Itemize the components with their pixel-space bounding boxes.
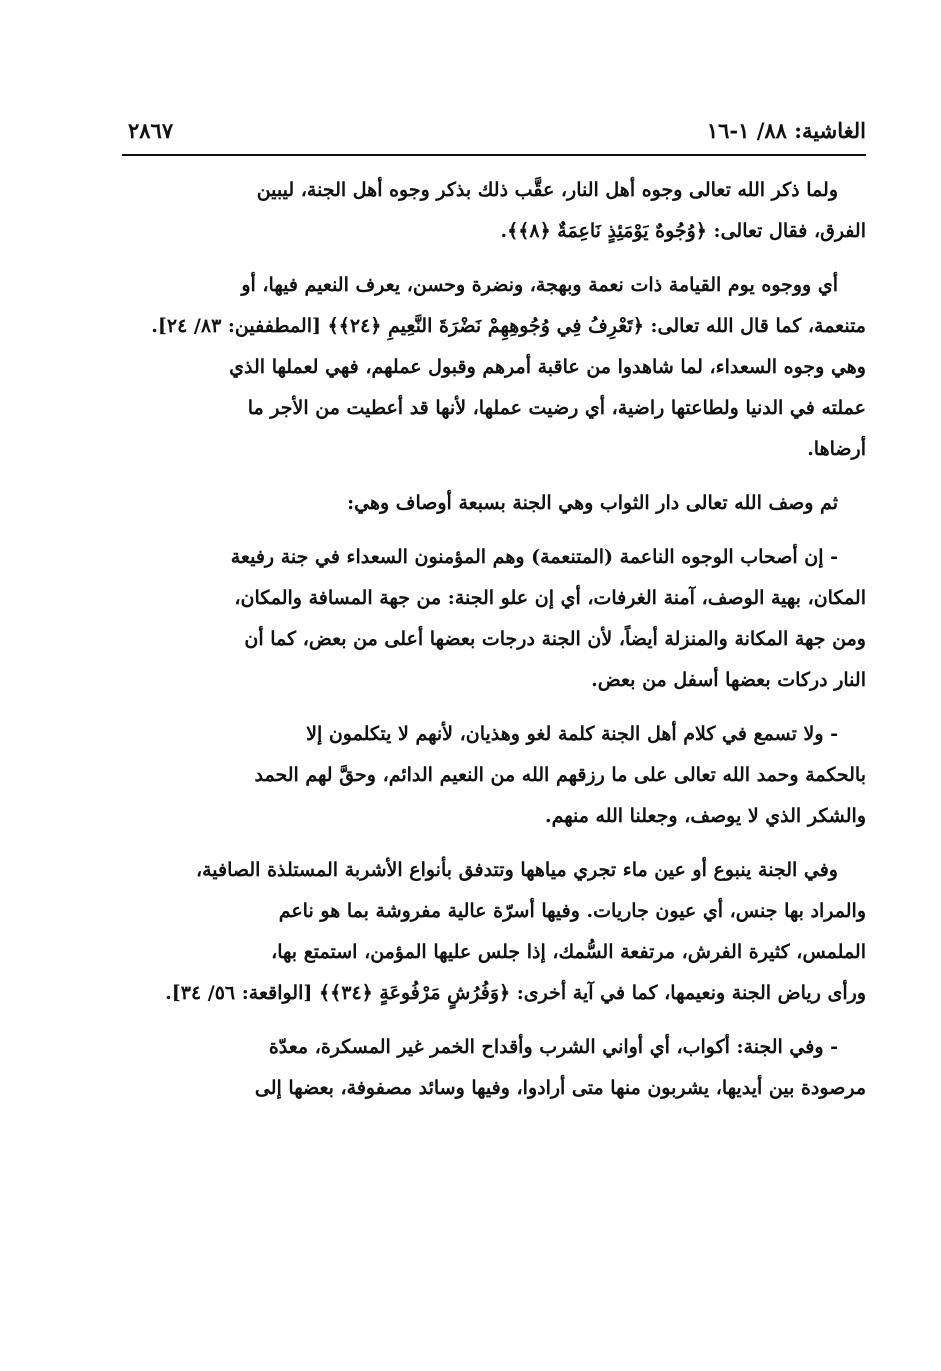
body-text — [122, 170, 866, 1122]
text-line: - وفي الجنة: أكواب، أي أواني الشرب وأقداح الخمر غير المسكرة، معدّة — [268, 1036, 838, 1058]
paragraph-1 — [122, 170, 866, 252]
paragraph-5 — [122, 714, 866, 837]
text-line: عملته في الدنيا ولطاعتها راضية، أي رضيت عملها، لأنها قد أعطيت من الأجر ما — [247, 397, 866, 419]
text-line: ولما ذكر الله تعالى وجوه أهل النار، عقَّب ذلك بذكر وجوه أهل الجنة، ليبين — [256, 179, 838, 201]
text-line: - ولا تسمع في كلام أهل الجنة كلمة لغو وهذيان، لأنهم لا يتكلمون إلا — [306, 723, 838, 745]
paragraph-4 — [122, 537, 866, 701]
text-line: بالحكمة وحمد الله تعالى على ما رزقهم الله من النعيم الدائم، وحقَّ لهم الحمد — [254, 764, 866, 786]
text-line: المكان، بهية الوصف، آمنة الغرفات، أي إن علو الجنة: من جهة المسافة والمكان، — [234, 587, 866, 609]
paragraph-6 — [122, 850, 866, 1014]
page-header — [122, 114, 866, 156]
text-line: الملمس، كثيرة الفرش، مرتفعة السُّمك، إذا جلس عليها المؤمن، استمتع بها، — [271, 941, 866, 963]
paragraph-3 — [122, 483, 866, 524]
text-line: - إن أصحاب الوجوه الناعمة (المتنعمة) وهم المؤمنون السعداء في جنة رفيعة — [230, 546, 838, 568]
paragraph-2 — [122, 265, 866, 470]
text-line: ورأى رياض الجنة ونعيمها، كما في آية أخرى: ﴿وَفُرُشٍ مَرْفُوعَةٍ ﴿٣٤﴾﴾ [الواقعة: ٥٦/ ٣٤]. — [165, 982, 866, 1004]
page-number: ٢٨٦٧ — [128, 118, 174, 143]
text-line: مرصودة بين أيديها، يشربون منها متى أرادوا، وفيها وسائد مصفوفة، بعضها إلى — [254, 1077, 866, 1099]
text-line: الفرق، فقال تعالى: ﴿وُجُوهٌ يَوْمَئِذٍ نَاعِمَةٌ ﴿٨﴾﴾. — [500, 220, 866, 242]
text-line: متنعمة، كما قال الله تعالى: ﴿تَعْرِفُ فِي وُجُوهِهِمْ نَضْرَةَ النَّعِيمِ ﴿٢٤﴾﴾ [المطففين: ٨٣/ ٢٤]. — [151, 315, 866, 337]
text-line: والمراد بها جنس، أي عيون جاريات. وفيها أسرّة عالية مفروشة بما هو ناعم — [278, 900, 866, 922]
text-line: وفي الجنة ينبوع أو عين ماء تجري مياهها وتتدفق بأنواع الأشربة المستلذة الصافية، — [195, 859, 838, 881]
text-line: وهي وجوه السعداء، لما شاهدوا من عاقبة أمرهم وقبول عملهم، فهي لعملها الذي — [229, 356, 866, 378]
running-title: الغاشية: ٨٨/ ١-١٦ — [706, 118, 866, 143]
text-line: ثم وصف الله تعالى دار الثواب وهي الجنة بسبعة أوصاف وهي: — [347, 492, 838, 514]
paragraph-7 — [122, 1027, 866, 1109]
text-line: أرضاها. — [807, 438, 866, 460]
text-line: والشكر الذي لا يوصف، وجعلنا الله منهم. — [544, 805, 866, 827]
text-line: النار دركات بعضها أسفل من بعض. — [591, 669, 866, 691]
text-line: أي ووجوه يوم القيامة ذات نعمة وبهجة، ونضرة وحسن، يعرف النعيم فيها، أو — [241, 274, 838, 296]
text-line: ومن جهة المكانة والمنزلة أيضاً، لأن الجنة درجات بعضها أعلى من بعض، كما أن — [244, 628, 866, 650]
